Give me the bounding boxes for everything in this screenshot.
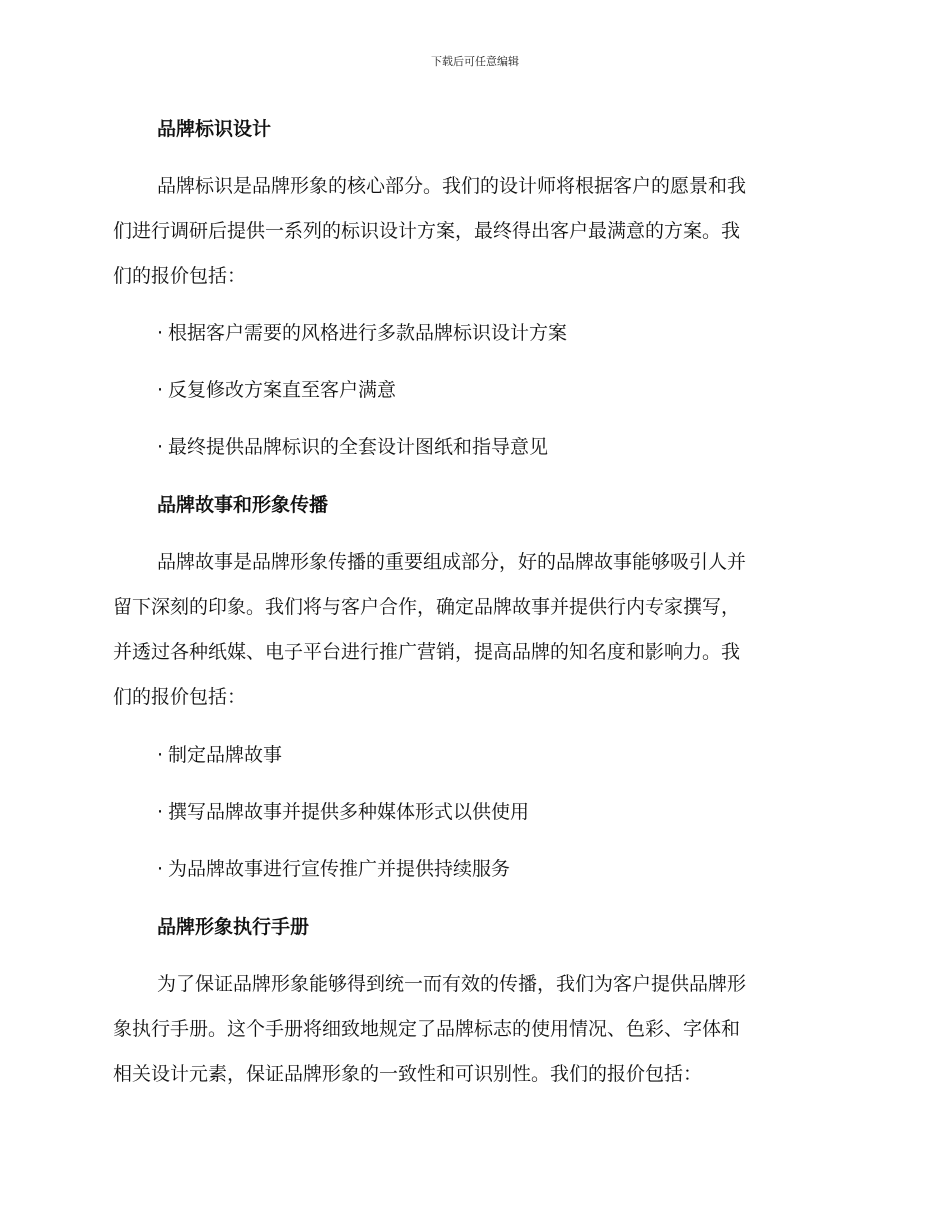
- paragraph-line: 相关设计元素，保证品牌形象的一致性和可识别性。我们的报价包括：: [113, 1063, 703, 1085]
- list-item: [157, 433, 548, 461]
- list-item: [157, 741, 282, 769]
- paragraph-line: 为了保证品牌形象能够得到统一而有效的传播，我们为客户提供品牌形: [157, 973, 747, 995]
- list-item-text: 反复修改方案直至客户满意: [168, 379, 397, 401]
- list-item-text: 最终提供品牌标识的全套设计图纸和指导意见: [168, 436, 549, 458]
- paragraph-line: 象执行手册。这个手册将细致地规定了品牌标志的使用情况、色彩、字体和: [113, 1018, 741, 1040]
- bullet-dot: ·: [157, 322, 164, 344]
- paragraph-line: 品牌标识是品牌形象的核心部分。我们的设计师将根据客户的愿景和我: [157, 175, 747, 197]
- bullet-dot: ·: [157, 436, 164, 458]
- section-heading: 品牌形象执行手册: [157, 916, 310, 938]
- page-header-note: 下载后可任意编辑: [431, 55, 519, 68]
- paragraph-line: 并透过各种纸媒、电子平台进行推广营销，提高品牌的知名度和影响力。我: [113, 641, 741, 663]
- list-item-text: 根据客户需要的风格进行多款品牌标识设计方案: [168, 322, 568, 344]
- bullet-dot: ·: [157, 744, 164, 766]
- list-item: [157, 855, 510, 883]
- list-item: [157, 376, 396, 404]
- list-item-text: 制定品牌故事: [168, 744, 283, 766]
- section-heading: 品牌故事和形象传播: [157, 494, 329, 516]
- bullet-dot: ·: [157, 379, 164, 401]
- paragraph-line: 们的报价包括：: [113, 265, 247, 287]
- paragraph-line: 品牌故事是品牌形象传播的重要组成部分，好的品牌故事能够吸引人并: [157, 551, 747, 573]
- bullet-dot: ·: [157, 858, 164, 880]
- list-item-text: 为品牌故事进行宣传推广并提供持续服务: [168, 858, 511, 880]
- list-item-text: 撰写品牌故事并提供多种媒体形式以供使用: [168, 801, 530, 823]
- paragraph-line: 留下深刻的印象。我们将与客户合作，确定品牌故事并提供行内专家撰写，: [113, 596, 741, 618]
- paragraph-line: 们进行调研后提供一系列的标识设计方案，最终得出客户最满意的方案。我: [113, 220, 741, 242]
- list-item: [157, 319, 567, 347]
- list-item: [157, 798, 529, 826]
- section-heading: 品牌标识设计: [157, 118, 272, 140]
- bullet-dot: ·: [157, 801, 164, 823]
- paragraph-line: 们的报价包括：: [113, 686, 247, 708]
